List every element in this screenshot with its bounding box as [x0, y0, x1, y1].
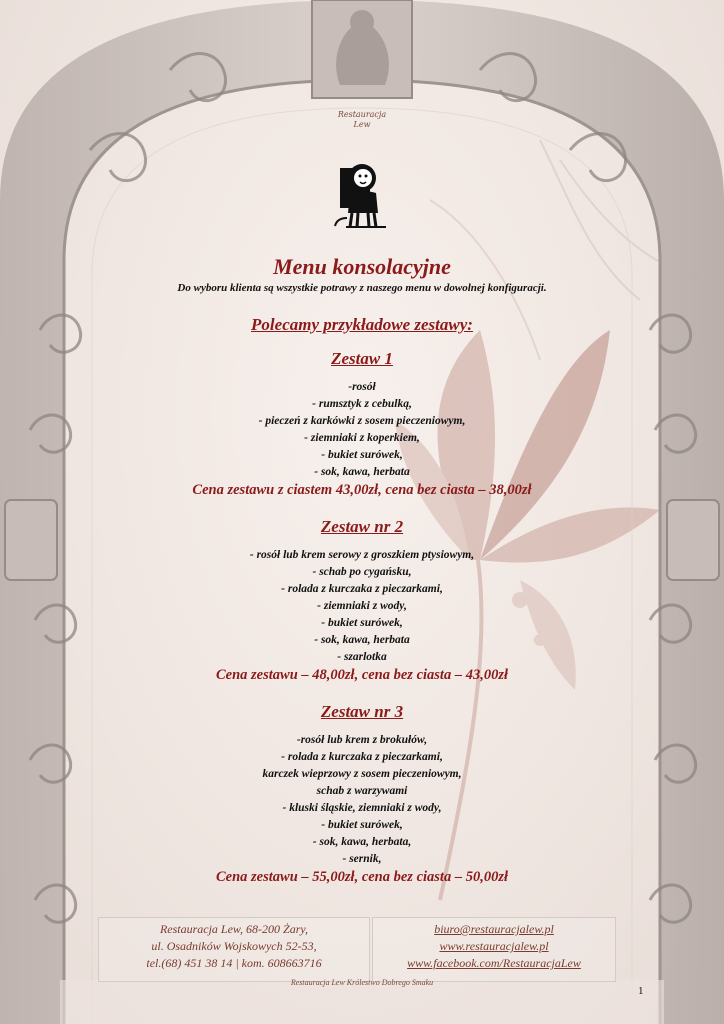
list-item: - bukiet surówek,: [321, 449, 403, 461]
list-item: karczek wieprzowy z sosem pieczeniowym,: [262, 768, 462, 780]
menu-title: Menu konsolacyjne: [273, 254, 451, 279]
set-price: Cena zestawu – 55,00zł, cena bez ciasta – 50,00zł: [215, 869, 509, 885]
list-item: - bukiet surówek,: [321, 617, 403, 629]
list-item: - rosół lub krem serowy z groszkiem ptysiowym,: [249, 549, 475, 561]
menu-content: [95, 110, 629, 886]
footer-contact-box: [372, 917, 616, 982]
address-line: Restauracja Lew, 68-200 Żary,: [159, 922, 309, 936]
list-item: -rosół: [348, 381, 376, 393]
set-heading: Zestaw 1: [331, 349, 393, 368]
set-3: [95, 702, 629, 886]
keystone-lion-relief: [312, 0, 412, 98]
list-item: - szarlotka: [337, 651, 387, 663]
website-link[interactable]: www.restauracjalew.pl: [439, 939, 549, 953]
address-line: ul. Osadników Wojskowych 52-53,: [151, 939, 317, 953]
list-item: - pieczeń z karkówki z sosem pieczeniowym,: [258, 415, 466, 427]
set-heading: Zestaw nr 3: [320, 702, 404, 721]
tagline: Restauracja Lew Królestwo Dobrego Smaku: [290, 978, 434, 987]
list-item: -rosół lub krem z brokułów,: [296, 734, 428, 746]
list-item: - bukiet surówek,: [321, 819, 403, 831]
list-item: - schab po cygańsku,: [312, 566, 412, 578]
list-item: - ziemniaki z wody,: [317, 600, 407, 612]
email-link[interactable]: biuro@restauracjalew.pl: [434, 922, 554, 936]
list-item: - ziemniaki z koperkiem,: [304, 432, 420, 444]
recommend-heading: Polecamy przykładowe zestawy:: [251, 315, 473, 334]
list-item: - sernik,: [342, 853, 382, 865]
list-item: - sok, kawa, herbata: [314, 634, 410, 646]
set-items: [95, 547, 629, 666]
list-item: - rolada z kurczaka z pieczarkami,: [281, 751, 443, 763]
set-1: [95, 349, 629, 499]
facebook-link[interactable]: www.facebook.com/RestauracjaLew: [407, 956, 581, 970]
menu-subtitle: Do wyboru klienta są wszystkie potrawy z naszego menu w dowolnej konfiguracji.: [177, 282, 547, 294]
set-heading: Zestaw nr 2: [320, 517, 404, 536]
list-item: - sok, kawa, herbata,: [312, 836, 412, 848]
list-item: - rolada z kurczaka z pieczarkami,: [281, 583, 443, 595]
restaurant-logo: [95, 110, 629, 238]
page-number: 1: [638, 985, 644, 997]
set-items: [95, 732, 629, 868]
footer-address-box: [98, 917, 370, 982]
set-price: Cena zestawu – 48,00zł, cena bez ciasta – 43,00zł: [215, 667, 509, 683]
list-item: - sok, kawa, herbata: [314, 466, 410, 478]
list-item: - kluski śląskie, ziemniaki z wody,: [282, 802, 442, 814]
logo-name-line2: Lew: [353, 120, 371, 129]
logo-name-line1: Restauracja: [337, 110, 387, 119]
set-2: [95, 517, 629, 684]
set-price: Cena zestawu z ciastem 43,00zł, cena bez ciasta – 38,00zł: [192, 482, 532, 498]
phone-line: tel.(68) 451 38 14 | kom. 608663716: [146, 956, 322, 970]
lion-logo-icon: [332, 138, 392, 234]
list-item: schab z warzywami: [316, 785, 408, 797]
list-item: - rumsztyk z cebulką,: [312, 398, 412, 410]
set-items: [95, 379, 629, 481]
